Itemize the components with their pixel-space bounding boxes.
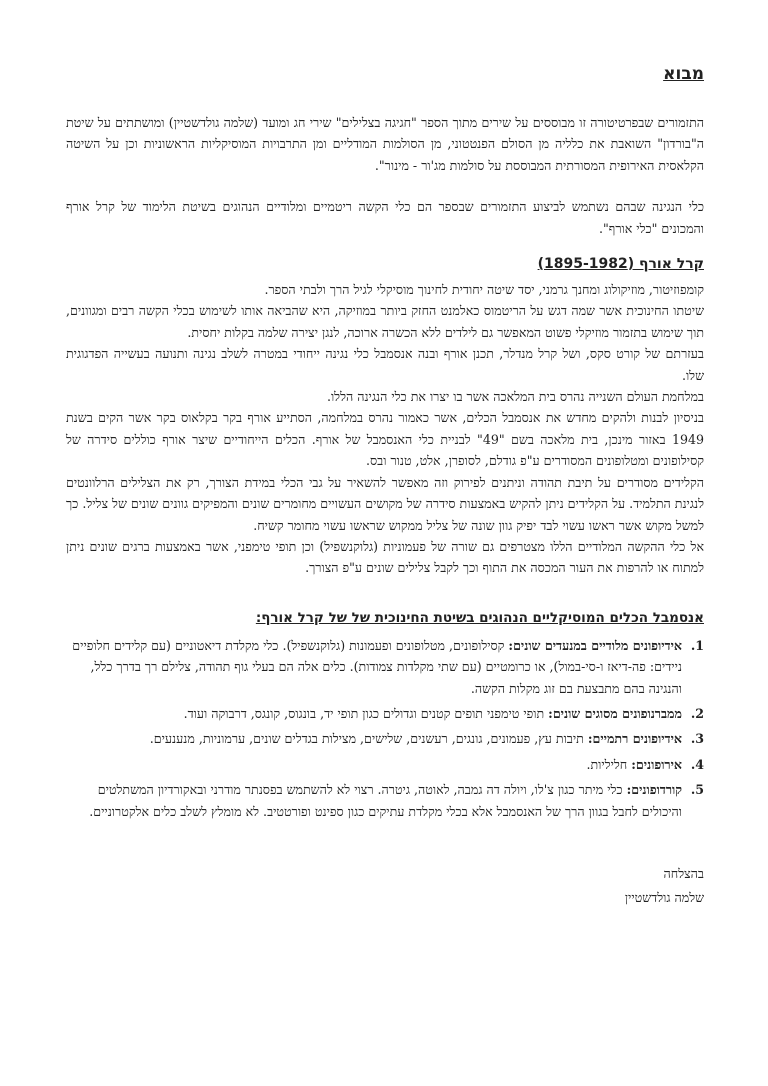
orff-paragraph: שיטתו החינוכית אשר שמה דגש על הריטמוס כאלמנט החזק ביותר במוזיקה, היא שהביאה אותו לשימוש בכלי הקשה רבים ומגוונים, תוך שימוש בתזמור מוזיקלי פשוט המאפשר גם לילדים ללא הכשרה ארוכה, לנגן יצירה שלמה בקלות יחסית.	[66, 303, 704, 340]
item-number: 1.	[690, 637, 704, 653]
instrument-description: חליליות.	[586, 756, 632, 772]
instrument-category: אידיופונים רתמיים:	[587, 731, 682, 747]
orff-paragraph: הקלידים מסודרים על תיבת תהודה וניתנים לפירוק וזה מאפשר להשאיר על גבי הכלי במידת הצורך, רק את הצלילים הרלוונטים לנגינת התלמיד. על הקלידים ניתן להקיש באמצעות סידרה של מקושים העשויים מחומרים שונים והמפיקים גוונים שונים של צליל. כך למשל מקוש אשר ראשו עשוי לבד יפיק גוון שונה של צליל ממקוש שראשו עשוי מחומר קשיח.	[66, 474, 704, 533]
page-title: מבוא	[663, 64, 704, 84]
instrument-item	[66, 635, 704, 699]
intro-paragraph-1: התזמורים שבפרטיטורה זו מבוססים על שירים מתוך הספר "חגיגה בצלילים" שירי חג ומועד (שלמה גולדשטיין) ומושתתים על שיטת ה"בורדון" השואבת את כלליה מן הסולם הפנטטוני, מן הסולמות המודליים ומן התרבויות המוסיקליות הראשוניות וכן על השיטה הקלאסית האירופית המסורתית המבוססת על סולמות מג'ור - מינור".	[66, 115, 704, 173]
instrument-description: תיבות עץ, פעמונים, גונגים, רעשנים, שלישים, מצילות בגדלים שונים, ערמוניות, מנענעים.	[149, 731, 588, 747]
orff-bio	[66, 279, 704, 579]
instrument-item	[66, 754, 704, 775]
closing-text: בהצלחה	[663, 865, 704, 881]
instrument-item	[66, 728, 704, 749]
orff-paragraph: קומפוזיטור, מוזיקולוג ומחנך גרמני, יסד שיטה יחודית לחינוך מוסיקלי לגיל הרך ולבתי הספר.	[264, 282, 704, 298]
instrument-category: קורדופונים:	[626, 782, 682, 798]
instrument-category: אידיופונים מלודיים במנעדים שונים:	[508, 637, 682, 653]
orff-paragraph: במלחמת העולם השנייה נהרס בית המלאכה אשר בו יצרו את כלי הנגינה הללו.	[326, 389, 704, 405]
instrument-description: תופי טימפני תופים קטנים וגדולים כגון תופי יד, בונגוס, קונגס, דרבוקה ועוד.	[183, 705, 549, 721]
instrument-category: אירופונים:	[631, 756, 682, 772]
instrument-category: ממברנופונים מסוגים שונים:	[548, 705, 682, 721]
item-number: 5.	[690, 782, 704, 798]
instrument-description: קסילופונים, מטלופונים ופעמונות (גלוקנשפיל). כלי מקלדת דיאטוניים (עם קלידים חלופיים ניידים: פה-דיאז ו-סי-במול), או כרומטיים (עם שתי מקלדות צמודות). כלים אלה הם בעלי גוף תהודה, צלילם רך בדרך כלל, והנגינה בהם מתבצעת בם זוג מקלות הקשה.	[72, 637, 682, 696]
item-number: 2.	[690, 705, 704, 721]
orff-paragraph: בניסיון לבנות ולהקים מחדש את אנסמבל הכלים, אשר כאמור נהרס במלחמה, הסתייע אורף בקר בקלאוס בקר אשר הקים בשנת 1949 באזור מינכן, בית מלאכה בשם "49" לבניית כלי האנסמבל של אורף. הכלים הייחודיים שיצר אורף כוללים סידרה של קסילופונים ומטלופונים המסודרים ע"פ גודלם, לסופרן, אלט, טנור ובס.	[66, 410, 704, 469]
instrument-description: כלי מיתר כגון צ'לו, ויולה דה גמבה, לאוטה, גיטרה. רצוי לא להשתמש בפסנתר מודרני ובאקורדיון המשתלטים והיכולים לחבל בגוון הרך של האנסמבל אלא בכלי מקלדת עתיקים כגון ספינט ופורטטיב. לא מומלץ לשלב כלים אלקטרוניים.	[89, 782, 682, 819]
item-number: 4.	[690, 756, 704, 772]
item-number: 3.	[690, 731, 704, 747]
intro-paragraph-2: כלי הנגינה שבהם נשתמש לביצוע התזמורים שבספר הם כלי הקשה ריטמיים ומלודיים הנהוגים בשיטת הלימוד של קרל אורף והמכונים "כלי אורף".	[66, 199, 704, 236]
signature-block	[66, 862, 704, 910]
orff-paragraph: בעזרתם של קורט סקס, ושל קרל מנדלר, תכנן אורף ובנה אנסמבל כלי נגינה ייחודי במטרה לשלב נגינה ותנועה בעשייה הפדגוגית שלו.	[66, 346, 704, 383]
ensemble-heading: אנסמבל הכלים המוסיקליים הנהוגים בשיטת החינוכית של של קרל אורף:	[255, 609, 704, 626]
orff-heading: קרל אורף (1895-1982)	[537, 256, 704, 273]
instrument-list	[66, 635, 704, 822]
instrument-item	[66, 703, 704, 724]
instrument-item	[66, 779, 704, 822]
orff-paragraph: אל כלי ההקשה המלודיים הללו מצטרפים גם שורה של פעמוניות (גלוקנשפיל) וכן תופי טימפני, אשר באמצעות ברגים שונים ניתן למתוח או להרפות את העור המכסה את התוף וכך לקבל צלילים שונים ע"פ הצורך.	[66, 538, 704, 576]
document-page	[66, 62, 704, 910]
author-name: שלמה גולדשטיין	[624, 889, 704, 905]
